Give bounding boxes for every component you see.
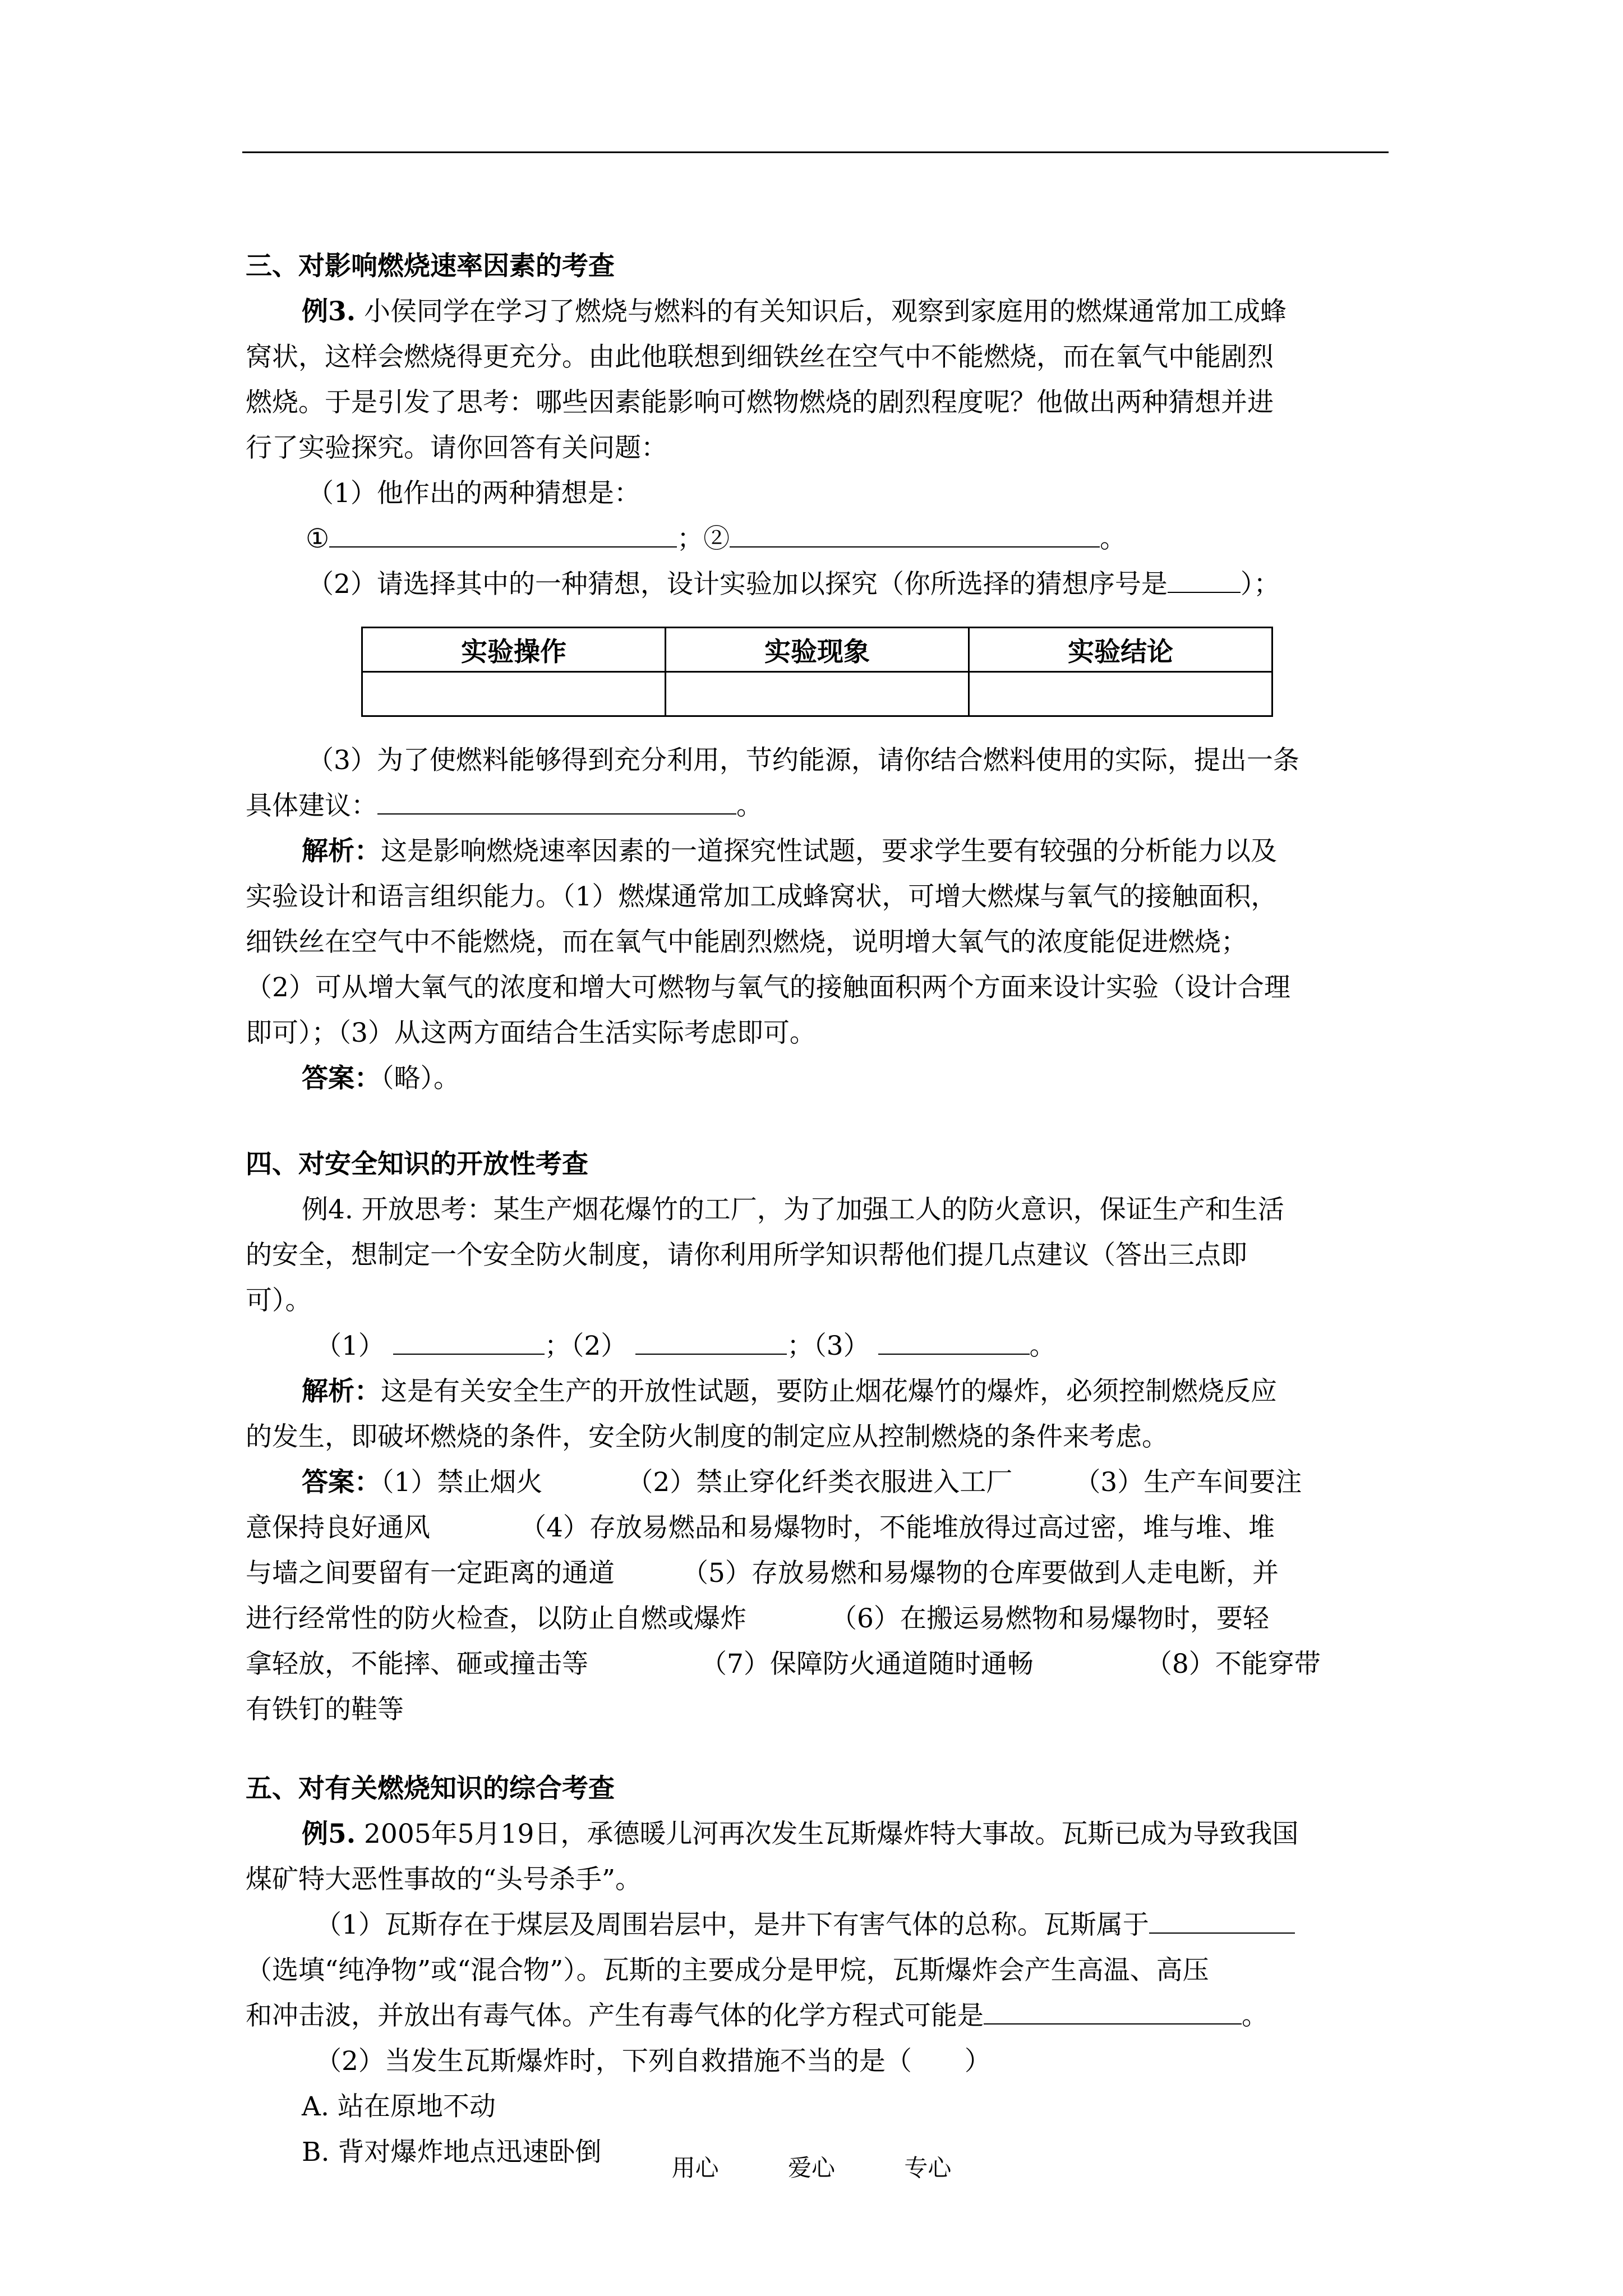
- example5-line1: 例5. 2005年5月19日，承德暖儿河再次发生瓦斯爆炸特大事故。瓦斯已成为导致我国: [302, 1819, 1299, 1849]
- example3-q3-line2: 具体建议： 。: [246, 783, 1373, 829]
- example5-q1-line1: （1）瓦斯存在于煤层及周围岩层中，是井下有害气体的总称。瓦斯属于: [315, 1902, 1442, 1948]
- answer4-line5: 拿轻放，不能摔、砸或撞击等 （7）保障防火通道随时通畅 （8）不能穿带: [246, 1649, 1321, 1680]
- section5-title: 五、对有关燃烧知识的综合考查: [246, 1773, 615, 1804]
- analysis3-line3: 细铁丝在空气中不能燃烧，而在氧气中能剧烈燃烧，说明增大氧气的浓度能促进燃烧；: [246, 927, 1247, 958]
- suggestion2-blank[interactable]: [635, 1328, 787, 1355]
- example3-q3-line1: （3）为了使燃料能够得到充分利用，节约能源，请你结合燃料使用的实际，提出一条: [307, 745, 1299, 776]
- suggestion-blank[interactable]: [377, 788, 736, 815]
- answer3: 答案：（略）。: [302, 1063, 460, 1094]
- guess1-blank[interactable]: [329, 521, 677, 547]
- page-footer: [0, 2150, 1623, 2183]
- example3-line3: 燃烧。于是引发了思考：哪些因素能影响可燃物燃烧的剧烈程度呢？他做出两种猜想并进: [246, 387, 1274, 418]
- example3-q1: （1）他作出的两种猜想是：: [307, 478, 640, 509]
- answer4-line2: 意保持良好通风 （4）存放易燃品和易爆物时，不能堆放得过高过密，堆与堆、堆: [246, 1512, 1275, 1543]
- option-a: A. 站在原地不动: [302, 2091, 496, 2122]
- table-header-cell: 实验操作: [362, 628, 666, 672]
- example5-q2: （2）当发生瓦斯爆炸时，下列自救措施不当的是（ ）: [315, 2046, 991, 2077]
- section4-title: 四、对安全知识的开放性考查: [246, 1149, 588, 1180]
- example4-line2: 的安全，想制定一个安全防火制度，请你利用所学知识帮他们提几点建议（答出三点即: [246, 1240, 1247, 1271]
- answer3-label: 答案：: [302, 1063, 381, 1094]
- answer4-line1: 答案：（1）禁止烟火 （2）禁止穿化纤类衣服进入工厂 （3）生产车间要注: [302, 1467, 1302, 1498]
- example3-label: 例3.: [302, 296, 356, 327]
- analysis3-label: 解析：: [302, 836, 381, 867]
- analysis3-line5: 即可）；（3）从这两方面结合生活实际考虑即可。: [246, 1018, 816, 1048]
- example5-q1-line2: （选填“纯净物”或“混合物”）。瓦斯的主要成分是甲烷，瓦斯爆炸会产生高温、高压: [246, 1955, 1209, 1986]
- footer-text: 专心: [904, 2154, 952, 2182]
- analysis4-line1: 解析：这是有关安全生产的开放性试题，要防止烟花爆竹的爆炸，必须控制燃烧反应: [302, 1376, 1277, 1407]
- answer4-line4: 进行经常性的防火检查，以防止自燃或爆炸 （6）在搬运易燃物和易爆物时，要轻: [246, 1603, 1269, 1634]
- example3-line4: 行了实验探究。请你回答有关问题：: [246, 432, 667, 463]
- analysis4-line2: 的发生，即破坏燃烧的条件，安全防火制度的制定应从控制燃烧的条件来考虑。: [246, 1421, 1168, 1452]
- answer4-line3: 与墙之间要留有一定距离的通道 （5）存放易燃和易爆物的仓库要做到人走电断，并: [246, 1558, 1279, 1589]
- equation-blank[interactable]: [984, 1998, 1242, 2024]
- guess2-blank[interactable]: [730, 521, 1100, 547]
- table-cell[interactable]: [666, 672, 969, 716]
- suggestion1-blank[interactable]: [393, 1328, 545, 1355]
- footer-text: 用心: [671, 2154, 719, 2182]
- experiment-table: [361, 627, 1273, 717]
- suggestion3-blank[interactable]: [878, 1328, 1030, 1355]
- example5-line2: 煤矿特大恶性事故的“头号杀手”。: [246, 1864, 642, 1895]
- substance-type-blank[interactable]: [1149, 1907, 1295, 1934]
- analysis3-line2: 实验设计和语言组织能力。（1）燃煤通常加工成蜂窝状，可增大燃煤与氧气的接触面积，: [246, 881, 1278, 912]
- example3-guesses: ① ；② 。: [306, 516, 1433, 562]
- header-rule: [242, 151, 1389, 153]
- analysis3-line4: （2）可从增大氧气的浓度和增大可燃物与氧气的接触面积两个方面来设计实验（设计合理: [246, 972, 1290, 1003]
- example4-blanks: （1） ；（2） ；（3） 。: [315, 1323, 1442, 1369]
- table-header-cell: 实验现象: [666, 628, 969, 672]
- example5-q1-line3: 和冲击波，并放出有毒气体。产生有毒气体的化学方程式可能是 。: [246, 1993, 1373, 2039]
- answer4-line6: 有铁钉的鞋等: [246, 1694, 404, 1725]
- analysis4-label: 解析：: [302, 1376, 381, 1407]
- table-row: [362, 672, 1272, 716]
- answer4-label: 答案：: [302, 1467, 381, 1498]
- example3-line2: 窝状，这样会燃烧得更充分。由此他联想到细铁丝在空气中不能燃烧，而在氧气中能剧烈: [246, 342, 1274, 372]
- table-header-row: [362, 628, 1272, 672]
- example5-label: 例5.: [302, 1819, 356, 1849]
- table-header-cell: 实验结论: [969, 628, 1272, 672]
- guess-number-blank[interactable]: [1168, 567, 1241, 593]
- example3-line1: 例3. 小侯同学在学习了燃烧与燃料的有关知识后，观察到家庭用的燃煤通常加工成蜂: [302, 296, 1287, 327]
- example4-line1: 例4. 开放思考：某生产烟花爆竹的工厂，为了加强工人的防火意识，保证生产和生活: [302, 1194, 1284, 1225]
- analysis3-line1: 解析：这是影响燃烧速率因素的一道探究性试题，要求学生要有较强的分析能力以及: [302, 836, 1277, 867]
- example4-line3: 可）。: [246, 1285, 312, 1316]
- section3-title: 三、对影响燃烧速率因素的考查: [246, 251, 615, 282]
- example3-q2: （2）请选择其中的一种猜想，设计实验加以探究（你所选择的猜想序号是 ）；: [307, 562, 1435, 607]
- table-cell[interactable]: [969, 672, 1272, 716]
- table-cell[interactable]: [362, 672, 666, 716]
- option-b: B. 背对爆炸地点迅速卧倒: [302, 2137, 602, 2168]
- example4-label: 例4.: [302, 1194, 353, 1225]
- footer-text: 爱心: [787, 2154, 835, 2182]
